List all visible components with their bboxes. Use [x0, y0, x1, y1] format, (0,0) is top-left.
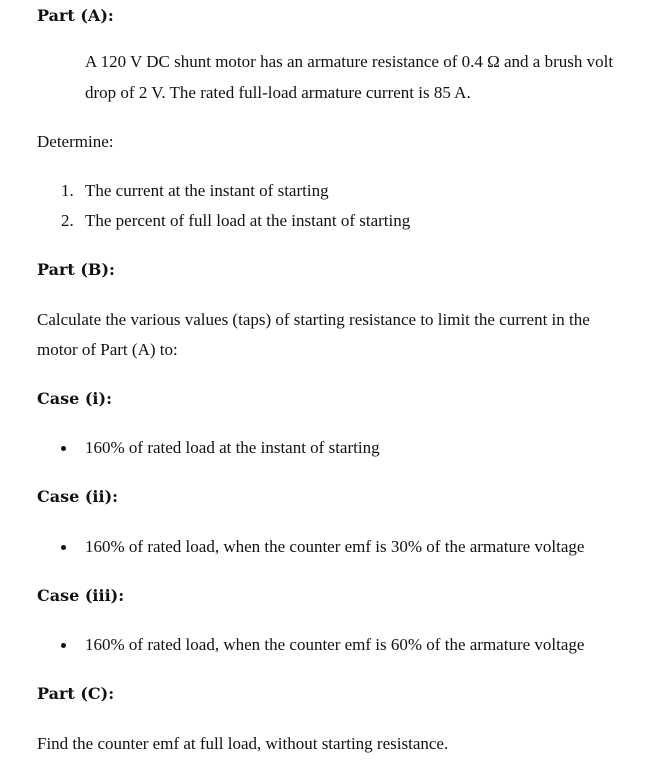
list-number: 1.: [61, 181, 74, 200]
part-a-statement-line-2: drop of 2 V. The rated full-load armature current is 85 A.: [85, 83, 471, 102]
case-ii-heading: Case (ii):: [37, 487, 119, 506]
list-item-text: The percent of full load at the instant of starting: [85, 211, 411, 230]
list-item-text: The current at the instant of starting: [85, 181, 329, 200]
case-i-heading: Case (i):: [37, 389, 112, 408]
list-number: 2.: [61, 211, 74, 230]
case-ii-text: 160% of rated load, when the counter emf is 30% of the armature voltage: [85, 537, 585, 556]
determine-item-1: [61, 181, 329, 201]
part-c-heading: Part (C):: [37, 684, 115, 703]
case-i-text: 160% of rated load at the instant of starting: [85, 438, 380, 457]
case-iii-text: 160% of rated load, when the counter emf is 60% of the armature voltage: [85, 635, 585, 654]
part-b-statement-line-1: Calculate the various values (taps) of starting resistance to limit the current in the: [37, 310, 590, 329]
bullet-icon: [61, 545, 66, 550]
part-a-heading: Part (A):: [37, 6, 114, 25]
determine-label: Determine:: [37, 132, 114, 151]
part-a-statement-line-1: A 120 V DC shunt motor has an armature resistance of 0.4 Ω and a brush volt: [85, 52, 614, 71]
part-c-statement: Find the counter emf at full load, without starting resistance.: [37, 734, 449, 753]
part-b-heading: Part (B):: [37, 260, 115, 279]
bullet-icon: [61, 643, 66, 648]
determine-item-2: [61, 211, 410, 231]
case-iii-heading: Case (iii):: [37, 586, 125, 605]
part-b-statement-line-2: motor of Part (A) to:: [37, 340, 178, 359]
bullet-icon: [61, 446, 66, 451]
